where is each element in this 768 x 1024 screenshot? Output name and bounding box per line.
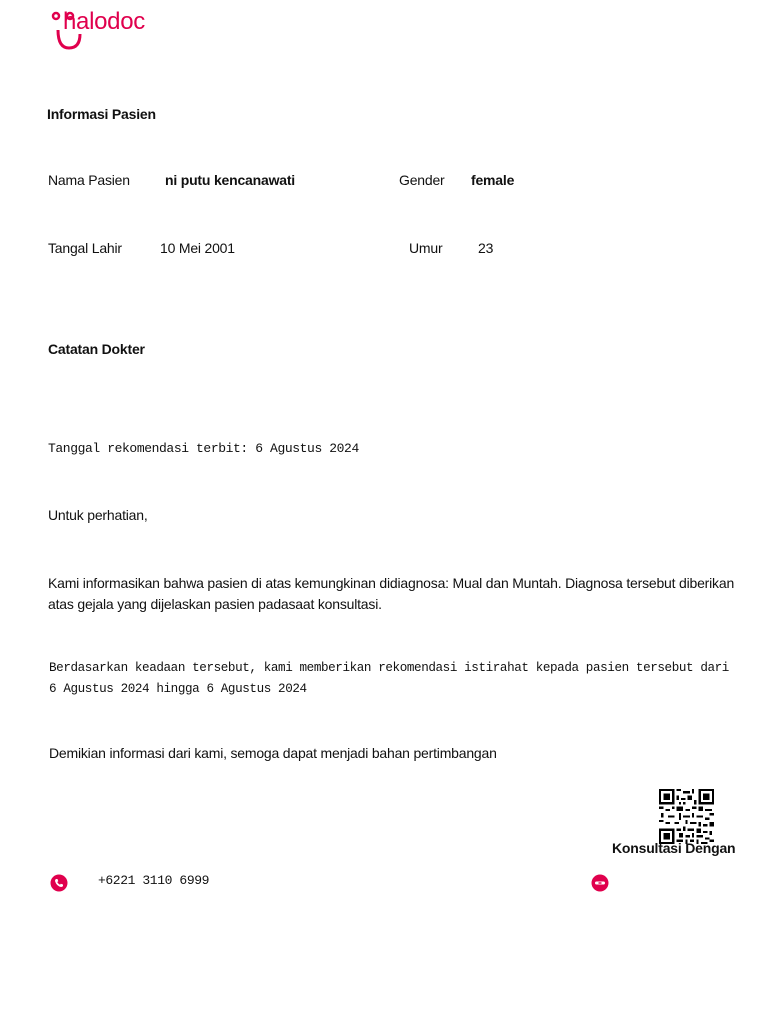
- dob-value: 10 Mei 2001: [160, 240, 235, 256]
- diagnosis-line-2: atas gejala yang dijelaskan pasien padasaat konsultasi.: [48, 596, 382, 612]
- logo-wordmark: halodoc: [63, 8, 145, 35]
- patient-name-label: Nama Pasien: [48, 172, 130, 188]
- doctor-notes-heading: Catatan Dokter: [48, 341, 145, 357]
- diagnosis-line-1: Kami informasikan bahwa pasien di atas kemungkinan didiagnosa: Mual dan Muntah. Diagnosa tersebut diberikan: [48, 575, 735, 591]
- rest-recommendation-line-1: Berdasarkan keadaan tersebut, kami memberikan rekomendasi istirahat kepada pasien tersebut dari: [49, 661, 729, 675]
- patient-name-value: ni putu kencanawati: [165, 172, 295, 188]
- patient-info-heading: Informasi Pasien: [47, 106, 156, 122]
- phone-icon: [50, 874, 68, 892]
- closing-statement: Demikian informasi dari kami, semoga dapat menjadi bahan pertimbangan: [49, 745, 497, 761]
- age-label: Umur: [409, 240, 443, 256]
- rest-recommendation-line-2: 6 Agustus 2024 hingga 6 Agustus 2024: [49, 682, 307, 696]
- phone-number: +6221 3110 6999: [98, 873, 210, 888]
- dob-label: Tangal Lahir: [48, 240, 122, 256]
- issued-date: Tanggal rekomendasi terbit: 6 Agustus 2024: [48, 441, 359, 456]
- consult-label: Konsultasi Dengan: [612, 840, 736, 856]
- gender-label: Gender: [399, 172, 445, 188]
- salutation: Untuk perhatian,: [48, 507, 148, 523]
- age-value: 23: [478, 240, 494, 256]
- link-icon: [591, 874, 609, 892]
- gender-value: female: [471, 172, 515, 188]
- qr-code: [659, 789, 714, 844]
